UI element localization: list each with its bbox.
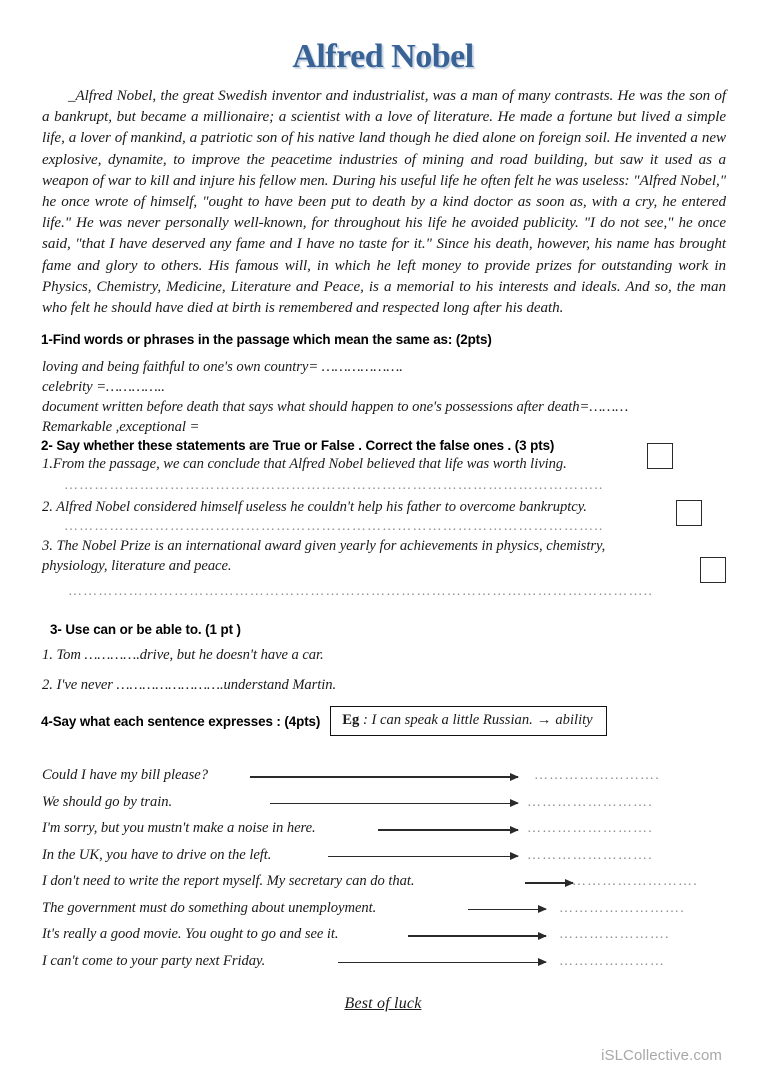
sentence-text: The government must do something about unemployment. (42, 899, 377, 916)
true-false-checkbox-1[interactable] (647, 443, 673, 469)
example-sentence: : I can speak a little Russian. (359, 712, 533, 729)
answer-blank[interactable]: ……………………. (559, 900, 685, 916)
arrow-icon (378, 829, 518, 830)
answer-blank[interactable]: ……………………. (534, 768, 660, 784)
arrow-icon (328, 856, 518, 857)
sentence-row (38, 766, 728, 793)
title-container (38, 0, 728, 86)
example-box (330, 706, 606, 736)
exercise-4-header-row (41, 706, 728, 736)
true-false-block (38, 455, 728, 600)
answer-blank[interactable]: …………………. (559, 927, 670, 943)
vocab-item: document written before death that says what should happen to one's possessions after death=……… (42, 399, 629, 416)
vocab-item: Remarkable ,exceptional = (42, 419, 200, 436)
vocab-item: celebrity =………….. (42, 379, 165, 396)
closing-message: Best of luck (344, 995, 422, 1013)
answer-line[interactable]: …………………………………………………………………………………………………….. (68, 584, 653, 600)
arrow-icon (525, 882, 573, 883)
true-false-checkbox-2[interactable] (676, 500, 702, 526)
exercise-2-heading: 2- Say whether these statements are True or False . Correct the false ones . (3 pts) (41, 438, 555, 454)
answer-blank[interactable]: ………………… (559, 953, 666, 969)
arrow-icon (468, 909, 546, 910)
exercise-4-heading: 4-Say what each sentence expresses : (4pts) (41, 713, 321, 729)
sentence-row (38, 872, 728, 899)
exercise-1-heading: 1-Find words or phrases in the passage which mean the same as: (2pts) (41, 332, 492, 348)
sentence-row (38, 899, 728, 926)
arrow-icon (270, 803, 518, 804)
sentence-row (38, 952, 728, 979)
sentence-text: In the UK, you have to drive on the left. (42, 846, 272, 863)
example-answer: ability (555, 712, 593, 729)
right-arrow-icon: → (536, 712, 552, 729)
true-false-statement-3: 3. The Nobel Prize is an international award given yearly for achievements in physics, chemistry, physiology, literature and peace. (42, 538, 606, 574)
sentence-text: Could I have my bill please? (42, 767, 208, 784)
sentence-text: I can't come to your party next Friday. (42, 952, 266, 969)
arrow-icon (250, 776, 518, 777)
exercise-4-rows (38, 766, 728, 978)
reading-passage: _Alfred Nobel, the great Swedish inventor and industrialist, was a man of many contrasts. He was the son of a bankrupt, but became a millionaire; a scientist with a love of literature. He made a fortune but lived a simple life, a lover of mankind, a patriotic son of his native land though he died alone on foreign soil. He invented a new explosive, dynamite, to improve the peacetime industries of mining and road building, but saw it used as a weapon of war to kill and injure his fellow men. During his useful life he often felt he was useless: "Alfred Nobel," he once wrote of himself, "ought to have been put to death by a kind doctor as soon as, with a cry, he entered life." He was never personally well-known, for throughout his life he avoided publicity. "I do not see," he once said, "that I have deserved any fame and I have no taste for it." Since his death, however, his name has brought fame and glory to others. His famous will, in which he left money to provide prizes for outstanding work in Physics, Chemistry, Medicine, Literature and Peace, is a memorial to his interests and ideals. And so, the man who felt he should have died at birth is remembered and respected long after his death. (42, 88, 726, 317)
sentence-row (38, 846, 728, 873)
sentence-text: It's really a good movie. You ought to go and see it. (42, 926, 339, 943)
true-false-statement-1: 1.From the passage, we can conclude that Alfred Nobel believed that life was worth living. (42, 456, 567, 473)
exercise-1-items (42, 358, 728, 437)
sentence-text: We should go by train. (42, 793, 173, 810)
sentence-text: I don't need to write the report myself. My secretary can do that. (42, 873, 415, 890)
sentence-text: I'm sorry, but you mustn't make a noise in here. (42, 820, 316, 837)
answer-line[interactable]: …………………………………………………………………………………………….. (64, 477, 604, 493)
sentence-row (38, 793, 728, 820)
true-false-statement-2: 2. Alfred Nobel considered himself useless he couldn't help his father to overcome bankruptcy. (42, 498, 587, 515)
example-label: Eg (342, 712, 360, 729)
exercise-3-item[interactable]: 1. Tom ………….drive, but he doesn't have a car. (42, 647, 324, 664)
answer-blank[interactable]: ……………………. (527, 794, 653, 810)
exercise-3-item[interactable]: 2. I've never …………………….understand Martin. (42, 677, 337, 694)
answer-line[interactable]: …………………………………………………………………………………………….. (64, 519, 604, 535)
answer-blank[interactable]: ……………………. (572, 874, 698, 890)
answer-blank[interactable]: ……………………. (527, 847, 653, 863)
answer-blank[interactable]: ……………………. (527, 821, 653, 837)
exercise-3-items (42, 646, 728, 695)
page-title: Alfred Nobel (292, 38, 474, 75)
watermark: iSLCollective.com (601, 1047, 722, 1064)
sentence-row (38, 925, 728, 952)
arrow-icon (338, 962, 546, 963)
sentence-row (38, 819, 728, 846)
arrow-icon (408, 935, 546, 936)
true-false-checkbox-3[interactable] (700, 557, 726, 583)
exercise-3-heading: 3- Use can or be able to. (1 pt ) (50, 622, 241, 638)
vocab-item: loving and being faithful to one's own country= ………………. (42, 359, 403, 376)
